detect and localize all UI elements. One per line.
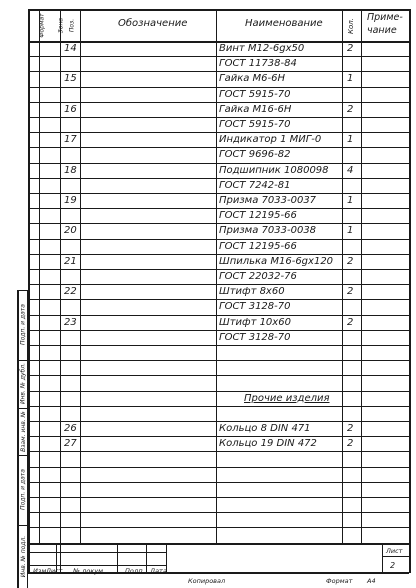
row-name: ГОСТ 7242-81	[219, 179, 291, 191]
row-name: ГОСТ 12195-66	[219, 210, 297, 222]
row-pos: 27	[64, 438, 77, 450]
row-pos: 26	[64, 423, 77, 434]
header-zone: Зона	[57, 17, 65, 34]
row-name: Призма 7033-0038	[219, 225, 317, 237]
tb-change: Изм.	[33, 567, 49, 575]
row-pos: 23	[64, 316, 77, 328]
header-qty: Кол.	[347, 18, 355, 34]
row-qty: 2	[347, 316, 354, 328]
side-stamp-label: Инв. № подл.	[19, 535, 27, 577]
row-name: Призма 7033-0037	[219, 195, 317, 206]
tb-sheet-label: Лист	[386, 547, 403, 555]
row-name: ГОСТ 5915-70	[219, 119, 291, 130]
row-name: Подшипник 1080098	[219, 164, 329, 176]
row-name: ГОСТ 3128-70	[219, 301, 291, 313]
row-qty: 1	[347, 195, 354, 206]
row-qty: 2	[347, 438, 354, 450]
row-pos: 20	[64, 225, 77, 237]
side-stamp-label: Подп. и дата	[19, 469, 27, 510]
row-qty: 2	[347, 255, 354, 267]
tb-format-value: А4	[367, 577, 376, 585]
row-qty: 1	[347, 73, 354, 85]
row-qty: 2	[347, 423, 354, 434]
row-qty: 2	[347, 43, 354, 54]
row-qty: 2	[347, 103, 354, 115]
row-name: Гайка М16-6Н	[219, 103, 292, 115]
row-name: Штифт 10х60	[219, 316, 291, 328]
header-note-line1: Приме-	[367, 12, 403, 23]
section-heading: Прочие изделия	[244, 392, 330, 404]
row-pos: 17	[64, 134, 77, 146]
tb-sheet-no: 2	[390, 561, 396, 570]
row-pos: 15	[64, 73, 77, 85]
side-stamp-label: Подп. и дата	[19, 304, 27, 345]
row-name: Кольцо 8 DIN 471	[219, 423, 311, 434]
row-name: Индикатор 1 МИГ-0	[219, 134, 322, 146]
row-name: ГОСТ 9696-82	[219, 149, 291, 161]
header-format: Формат	[38, 13, 46, 38]
row-name: Шпилька М16-6gx120	[219, 255, 334, 267]
row-name: ГОСТ 3128-70	[219, 331, 291, 343]
row-name: Винт М12-6gx50	[219, 43, 305, 54]
row-name: Кольцо 19 DIN 472	[219, 438, 317, 450]
row-pos: 19	[64, 195, 77, 206]
row-name: ГОСТ 11738-84	[219, 58, 297, 70]
row-pos: 22	[64, 286, 77, 298]
row-pos: 18	[64, 164, 77, 176]
side-stamp-label: Инв. № дубл.	[19, 362, 27, 405]
row-name: ГОСТ 12195-66	[219, 240, 297, 252]
header-pos: Поз.	[68, 18, 76, 33]
row-qty: 2	[347, 286, 354, 298]
tb-date: Дата	[150, 567, 167, 575]
row-qty: 1	[347, 134, 354, 146]
header-note-line2: чание	[367, 25, 397, 36]
row-pos: 14	[64, 43, 77, 54]
tb-format-label: Формат	[326, 577, 353, 585]
row-name: Штифт 8х60	[219, 286, 285, 298]
tb-sign: Подп.	[125, 567, 145, 575]
row-pos: 21	[64, 255, 77, 267]
header-designation: Обозначение	[118, 18, 188, 29]
side-stamp-label: Взам. инв. №	[19, 410, 27, 452]
row-qty: 1	[347, 225, 354, 237]
tb-doc-no: № докум.	[73, 567, 106, 575]
row-name: ГОСТ 5915-70	[219, 88, 291, 100]
row-name: Гайка М6-6Н	[219, 73, 286, 85]
row-pos: 16	[64, 103, 77, 115]
row-name: ГОСТ 22032-76	[219, 271, 297, 282]
header-name: Наименование	[245, 18, 323, 29]
tb-sheet: Лист	[46, 567, 63, 575]
tb-copied: Копировал	[188, 577, 226, 585]
row-qty: 4	[347, 164, 354, 176]
